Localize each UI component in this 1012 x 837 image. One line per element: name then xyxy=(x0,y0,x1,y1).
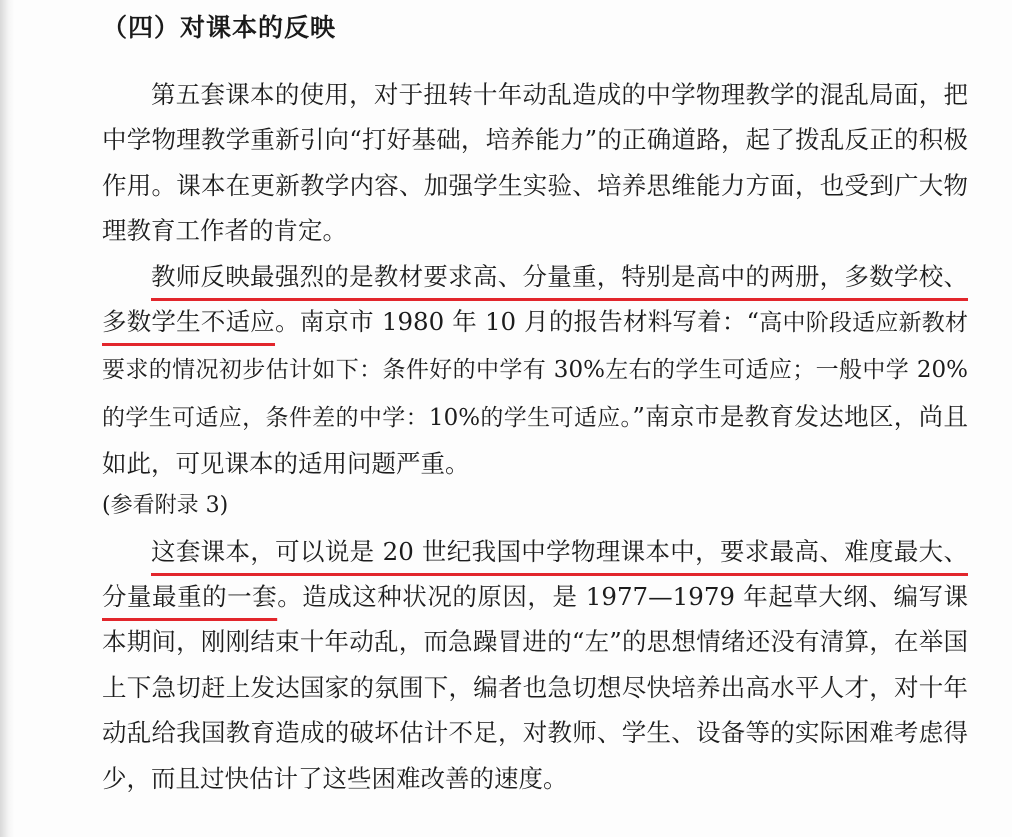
underlined-highlight-2: 这套课本，可以说是 20 世纪我国中学物理课本中，要求最高、难度最大、分量最重的一套 xyxy=(102,536,968,612)
underlined-highlight-1: 教师反映最强烈的是教材要求高、分量重，特别是高中的两册，多数学校、多数学生不适应 xyxy=(102,261,968,337)
section-heading: （四）对课本的反映 xyxy=(102,13,337,42)
paragraph-2-text-b: ”南京市是教育发达地区，尚且如此，可见课本的适用问题严重。 xyxy=(102,401,968,479)
paragraph-3-text: 。造成这种状况的原因，是 1977—1979 年起草大纲、编写课本期间，刚刚结束十年动乱，而急躁冒进的“左”的思想情绪还没有清算，在举国上下急切赶上发达国家的氛围下，编者也急切想尽快培养出高水平人才，对十年动乱给我国教育造成的破坏估计不足，对教师、学生、设备等的实际困难考虑得少，而且过快估计了这些困难改善的速度。 xyxy=(102,582,969,793)
paragraph-2-text-a: 。南京市 1980 年 10 月的报告材料写着：“ xyxy=(275,307,760,337)
paragraph-1: 第五套课本的使用，对于扭转十年动乱造成的中学物理教学的混乱局面，把中学物理教学重新引向“打好基础，培养能力”的正确道路，起了拨乱反正的积极作用。课本在更新教学内容、加强学生实验、培养思维能力方面，也受到广大物理教育工作者的肯定。 xyxy=(102,80,968,246)
paragraph-2 xyxy=(102,254,968,487)
paragraph-3 xyxy=(102,529,968,801)
page-binding-shadow xyxy=(0,0,14,837)
document-body xyxy=(102,72,968,801)
report-quote: 高中阶段适应新教材要求的情况初步估计如下：条件好的中学有 30%左右的学生可适应；一般中学 20%的学生可适应，条件差的中学：10%的学生可适应。 xyxy=(102,310,969,431)
appendix-reference: (参看附录 3) xyxy=(102,492,229,518)
